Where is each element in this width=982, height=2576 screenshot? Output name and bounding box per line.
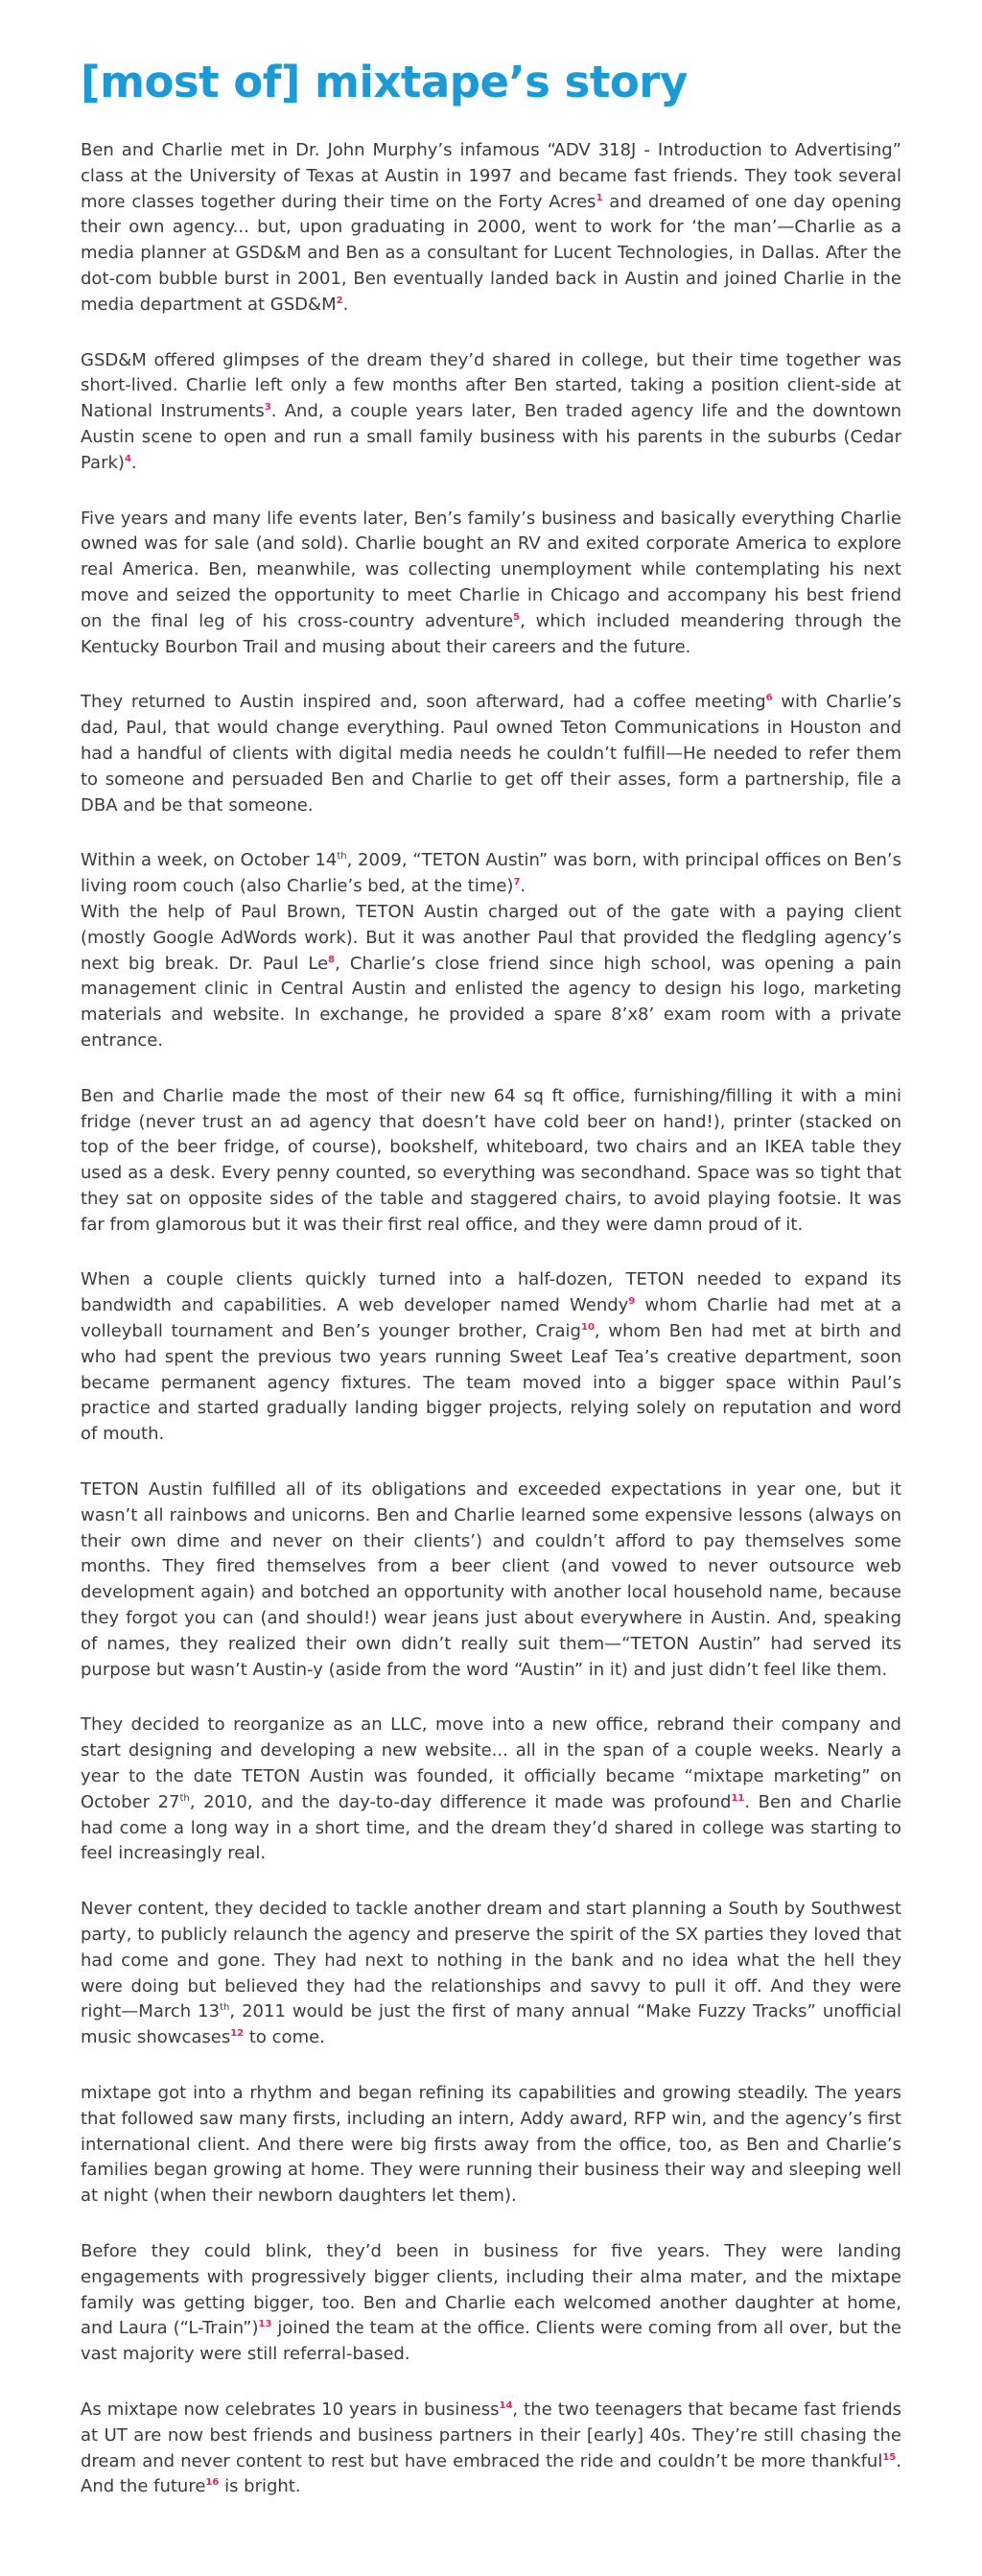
footnote-marker[interactable]: 2 [336,295,343,306]
footnote-marker[interactable]: 1 [596,192,603,203]
footnote-marker[interactable]: 16 [205,2477,220,2489]
ordinal-suffix: th [220,2002,230,2014]
footnote-marker[interactable]: 13 [258,2319,272,2330]
story-paragraph: mixtape got into a rhythm and began refining its capabilities and growing steadily. The years that followed saw many firsts, including an intern, Addy award, RFP win, and the agency’s first international client. And there were big firsts away from the office, too, as Ben and Charlie’s families began growing at home. They were running their business their way and sleeping well at night (when their newborn daughters let them). [81,2083,901,2207]
page-title: [most of] mixtape’s story [81,57,688,107]
story-paragraph: Within a week, on October 14th, 2009, “TETON Austin” was born, with principal offices on Ben’s living room couch (also Charlie’s bed, at the time)$^7$. [81,850,902,897]
story-paragraph: Ben and Charlie met in Dr. John Murphy’s infamous “ADV 318J - Introduction to Advertising” class at the University of Texas at Austin in 1997 and became fast friends. They took several more classes together during their time on the Forty Acres$^1$ and dreamed of one day opening their own agency... but, upon graduating in 2000, went to work for ‘the man’—Charlie as a media planner at GSD&M and Ben as a consultant for Lucent Technologies, in Dallas. After the dot-com bubble burst in 2001, Ben eventually landed back in Austin and joined Charlie in the media department at GSD&M$^2$. [81,140,902,315]
story-paragraph: They returned to Austin inspired and, soon afterward, had a coffee meeting$^6$ with Charlie’s dad, Paul, that would change everything. Paul owned Teton Communications in Houston and had a handful of clients with digital media needs he couldn’t fulfill—He needed to refer them to someone and persuaded Ben and Charlie to get off their asses, form a partnership, file a DBA and be that someone. [81,692,902,815]
story-paragraph: TETON Austin fulfilled all of its obligations and exceeded expectations in year one, but it wasn’t all rainbows and unicorns. Ben and Charlie learned some expensive lessons (always on their own dime and never on their clients’) and couldn’t afford to pay themselves some months. They fired themselves from a beer client (and vowed to never outsource web development again) and botched an opportunity with another local household name, because they forgot you can (and should!) wear jeans just about everywhere in Austin. And, speaking of names, they realized their own didn’t really suit them—“TETON Austin” had served its purpose but wasn’t Austin-y (aside from the word “Austin” in it) and just didn’t feel like them. [81,1479,901,1680]
footnote-marker[interactable]: 7 [513,877,521,888]
footnote-marker[interactable]: 8 [328,954,336,965]
story-paragraph: They decided to reorganize as an LLC, move into a new office, rebrand their company and start designing and developing a new website... all in the span of a couple weeks. Nearly a year to the date TETON Austin was founded, it officially became “mixtape marketing” on October 27th, 2010, and the day-to-day difference it made was profound$^{11}$. Ben and Charlie had come a long way in a short time, and the dream they’d shared in college was starting to feel increasingly real. [81,1714,901,1864]
footnote-marker[interactable]: 5 [513,611,521,623]
footnote-marker[interactable]: 3 [264,402,271,414]
story-paragraph: GSD&M offered glimpses of the dream they’d shared in college, but their time together was short-lived. Charlie left only a few months after Ben started, taking a position client-side at National Instruments$^3$. And, a couple years later, Ben traded agency life and the downtown Austin scene to open and run a small family business with his parents in the suburbs (Cedar Park)$^4$. [81,349,901,473]
story-paragraph: Five years and many life events later, Ben’s family’s business and basically everything Charlie owned was for sale (and sold). Charlie bought an RV and exited corporate America to explore real America. Ben, meanwhile, was collecting unemployment while contemplating his next move and seized the opportunity to meet Charlie in Chicago and accompany his best friend on the final leg of his cross-country adventure$^5$, which included meandering through the Kentucky Bourbon Trail and musing about their careers and the future. [81,508,901,657]
story-body [81,138,901,2500]
ordinal-suffix: th [179,1792,190,1804]
story-paragraph: Ben and Charlie made the most of their new 64 sq ft office, furnishing/filling it with a mini fridge (never trust an ad agency that doesn’t have cold beer on hand!), printer (stacked on top of the beer fridge, of course), bookshelf, whiteboard, two chairs and an IKEA table they used as a desk. Every penny counted, so everything was secondhand. Space was so tight that they sat on opposite sides of the table and staggered chairs, to avoid playing footsie. It was far from glamorous but it was their first real office, and they were damn proud of it. [81,1085,901,1235]
story-paragraph: Never content, they decided to tackle another dream and start planning a South by Southwest party, to publicly relaunch the agency and preserve the spirit of the SX parties they loved that had come and gone. They had next to nothing in the bank and no idea what the hell they were doing but believed they had the relationships and savvy to pull it off. And they were right—March 13th, 2011 would be just the first of many annual “Make Fuzzy Tracks” unofficial music showcases$^{12}$ to come. [81,1899,901,2048]
story-paragraph: Before they could blink, they’d been in business for five years. They were landing engagements with progressively bigger clients, including their alma mater, and the mixtape family was getting bigger, too. Ben and Charlie each welcomed another daughter at home, and Laura (“L-Train”)$^{13}$ joined the team at the office. Clients were coming from all over, but the vast majority were still referral-based. [81,2240,901,2365]
footnote-marker[interactable]: 15 [882,2451,897,2463]
footnote-marker[interactable]: 6 [765,693,773,704]
footnote-marker[interactable]: 14 [499,2399,513,2411]
story-paragraph: With the help of Paul Brown, TETON Austin charged out of the gate with a paying client (mostly Google AdWords work). But it was another Paul that provided the fledgling agency’s next big break. Dr. Paul Le$^8$, Charlie’s close friend since high school, was opening a pain management clinic in Central Austin and enlisted the agency to design his logo, marketing materials and website. In exchange, he provided a spare 8’x8’ exam room with a private entrance. [81,901,901,1051]
ordinal-suffix: th [337,851,347,863]
footnote-marker[interactable]: 10 [581,1322,595,1334]
story-paragraph: When a couple clients quickly turned into a half-dozen, TETON needed to expand its bandwidth and capabilities. A web developer named Wendy$^9$ whom Charlie had met at a volleyball tournament and Ben’s younger brother, Craig$^{10}$, whom Ben had met at birth and who had spent the previous two years running Sweet Leaf Tea’s creative department, soon became permanent agency fixtures. The team moved into a bigger space within Paul’s practice and started gradually landing bigger projects, relying solely on reputation and word of mouth. [81,1269,902,1445]
story-paragraph: As mixtape now celebrates 10 years in business$^{14}$, the two teenagers that became fast friends at UT are now best friends and business partners in their [early] 40s. They’re still chasing the dream and never content to rest but have embraced the ride and couldn’t be more thankful$^{15}$. And the future$^{16}$ is bright. [81,2399,901,2497]
footnote-marker[interactable]: 4 [124,453,131,464]
footnote-marker[interactable]: 9 [628,1296,636,1308]
footnote-marker[interactable]: 11 [731,1792,745,1804]
footnote-marker[interactable]: 12 [230,2028,245,2040]
